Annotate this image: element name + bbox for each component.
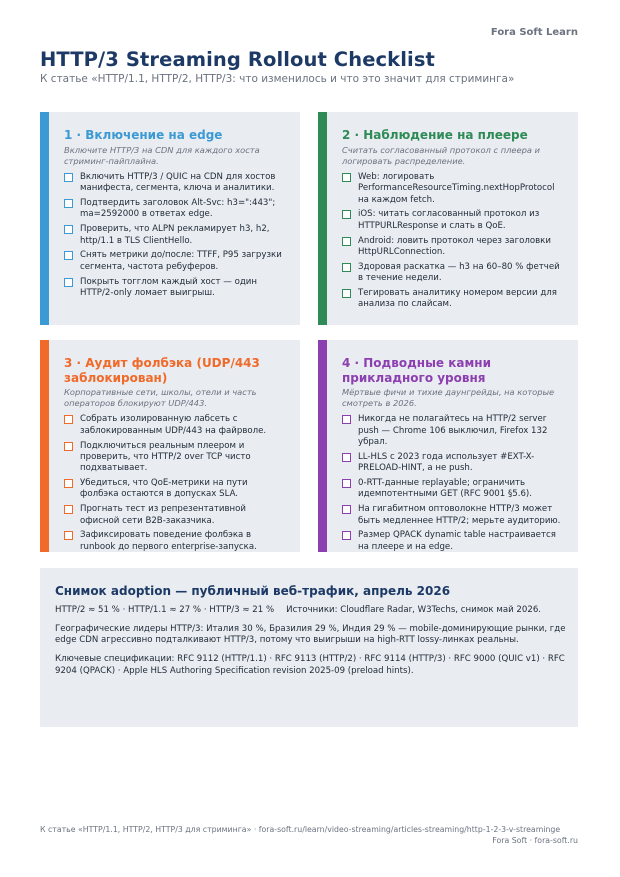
checkbox[interactable] — [342, 289, 351, 298]
checklist-item — [342, 172, 566, 206]
checklist-item — [342, 262, 566, 285]
card-accent-bar — [318, 340, 327, 552]
checklist-item — [342, 414, 566, 448]
card-title: 3 · Аудит фолбэка (UDP/443 заблокирован) — [64, 356, 260, 385]
checkbox[interactable] — [342, 505, 351, 514]
checklist-item — [64, 414, 288, 437]
adoption-snapshot — [40, 568, 578, 727]
checklist-item-text: Включить HTTP/3 / QUIC на CDN для хостов манифеста, сегмента, ключа и аналитики. — [80, 171, 276, 194]
page-title: HTTP/3 Streaming Rollout Checklist — [40, 48, 435, 71]
checkbox[interactable] — [342, 453, 351, 462]
checklist-item — [64, 504, 288, 527]
checklist — [342, 172, 566, 311]
snapshot-stats: HTTP/2 ≈ 51 % · HTTP/1.1 ≈ 27 % · HTTP/3 ≈ 21 % — [55, 605, 275, 615]
checklist-item — [342, 288, 566, 311]
checklist-item-text: Подтвердить заголовок Alt-Svc: h3=":443"; ma=2592000 в ответах edge. — [80, 198, 276, 220]
checklist-item-text: Зафиксировать поведение фолбэка в runbook до первого enterprise-запуска. — [80, 530, 257, 552]
checklist-item — [342, 452, 566, 475]
checklist-item-text: На гигабитном оптоволокне HTTP/3 может быть медленнее HTTP/2; мерьте аудиторию. — [358, 504, 561, 526]
checkbox[interactable] — [64, 415, 73, 424]
card-title: 4 · Подводные камни прикладного уровня — [342, 356, 491, 385]
checklist-item-text: Прогнать тест из репрезентативной офисной сети B2B-заказчика. — [80, 504, 246, 526]
card-title: 1 · Включение на edge — [64, 128, 223, 142]
checkbox[interactable] — [64, 479, 73, 488]
checkbox[interactable] — [64, 199, 73, 208]
card-player-observability — [318, 112, 578, 325]
checklist-item — [342, 209, 566, 232]
checkbox[interactable] — [64, 278, 73, 287]
checkbox[interactable] — [64, 505, 73, 514]
checklist-item — [64, 172, 288, 195]
checkbox[interactable] — [342, 263, 351, 272]
checklist-item-text: Убедиться, что QoE-метрики на пути фолбэка остаются в допусках SLA. — [80, 478, 248, 500]
checklist-item — [342, 504, 566, 527]
checklist-item — [64, 441, 288, 475]
card-description: Считать согласованный протокол с плеера и логировать распределение. — [342, 144, 541, 166]
checklist-item — [342, 236, 566, 259]
card-description: Включите HTTP/3 на CDN для каждого хоста стриминг-пайплайна. — [64, 144, 260, 166]
footer-article-link: К статье «HTTP/1.1, HTTP/2, HTTP/3 для стриминга» · fora-soft.ru/learn/video-streaming/articles-streaming/http-1-2-3-v-streaminge — [40, 825, 561, 834]
card-accent-bar — [40, 112, 49, 325]
checkbox[interactable] — [342, 531, 351, 540]
checklist-item-text: Здоровая раскатка — h3 на 60–80 % фетчей в течение недели. — [358, 261, 560, 284]
card-accent-bar — [40, 340, 49, 552]
snapshot-title: Снимок adoption — публичный веб-трафик, апрель 2026 — [55, 584, 451, 598]
checkbox[interactable] — [64, 531, 73, 540]
checklist-item-text: iOS: читать согласованный протокол из HTTPURLResponse и слать в QoE. — [358, 209, 540, 231]
card-accent-bar — [318, 112, 327, 325]
checklist-item — [342, 478, 566, 501]
checklist-item-text: Проверить, что ALPN рекламирует h3, h2, http/1.1 в TLS ClientHello. — [80, 224, 270, 246]
checklist — [64, 414, 288, 552]
checkbox[interactable] — [342, 210, 351, 219]
checklist-item-text: Web: логировать PerformanceResourceTiming.nextHopProtocol на каждом fetch. — [358, 171, 555, 205]
checklist-item-text: Никогда не полагайтесь на HTTP/2 server push — Chrome 106 выключил, Firefox 132 убрал. — [358, 414, 548, 447]
checkbox[interactable] — [342, 415, 351, 424]
checkbox[interactable] — [64, 225, 73, 234]
checklist-item-text: Покрыть тогглом каждый хост — один HTTP/2-only ломает выигрыш. — [80, 276, 257, 298]
checkbox[interactable] — [64, 442, 73, 451]
card-fallback-audit — [40, 340, 300, 552]
checkbox[interactable] — [64, 173, 73, 182]
footer-site-credit: Fora Soft · fora-soft.ru — [492, 836, 578, 845]
checklist — [342, 414, 566, 552]
checklist — [64, 172, 288, 299]
checkbox[interactable] — [342, 479, 351, 488]
card-title: 2 · Наблюдение на плеере — [342, 128, 528, 142]
checklist-item — [64, 478, 288, 501]
checkbox[interactable] — [342, 173, 351, 182]
card-edge-enable — [40, 112, 300, 325]
checklist-item-text: Тегировать аналитику номером версии для анализа по слайсам. — [358, 287, 557, 310]
checklist-item-text: LL-HLS с 2023 года использует #EXT-X-PRELOAD-HINT, а не push. — [358, 451, 535, 474]
snapshot-sources: Источники: Cloudflare Radar, W3Techs, снимок май 2026. — [286, 605, 542, 615]
checklist-item — [64, 224, 288, 247]
checkbox[interactable] — [342, 237, 351, 246]
checklist-item — [342, 530, 566, 552]
brand-label: Fora Soft Learn — [490, 27, 578, 38]
checklist-item-text: Подключиться реальным плеером и проверить, что HTTP/2 over TCP чисто подхватывает. — [80, 440, 251, 474]
snapshot-stats-line — [55, 605, 566, 617]
checklist-item — [64, 198, 288, 221]
checkbox[interactable] — [64, 251, 73, 260]
checklist-item-text: Снять метрики до/после: TTFF, P95 загрузки сегмента, частота ребуферов. — [80, 250, 282, 272]
page-subtitle: К статье «HTTP/1.1, HTTP/2, HTTP/3: что изменилось и что это значит для стриминга» — [40, 73, 515, 85]
card-description: Корпоративные сети, школы, отели и часть операторов блокируют UDP/443. — [64, 387, 257, 409]
snapshot-specs: Ключевые спецификации: RFC 9112 (HTTP/1.1) · RFC 9113 (HTTP/2) · RFC 9114 (HTTP/3) · RFC 9000 (QUIC v1) · RFC 9204 (QPACK) · Apple HLS Authoring Specification revision 2025-09 (preload hints). — [55, 654, 565, 676]
card-app-layer-pitfalls — [318, 340, 578, 552]
card-description: Мёртвые фичи и тихие даунгрейды, на которые смотреть в 2026. — [342, 387, 555, 409]
snapshot-geo: Географические лидеры HTTP/3: Италия 30 %, Бразилия 29 %, Индия 29 % — mobile-доминирующие рынки, где edge CDN агрессивно подталкивают HTTP/3, потому что выигрыши на high-RTT lossy-линках реальны. — [55, 623, 566, 646]
checklist-item-text: Собрать изолированную лабсеть с заблокированным UDP/443 на файрволе. — [80, 414, 267, 436]
checklist-item-text: Размер QPACK dynamic table настраивается на плеере и на edge. — [358, 530, 556, 552]
checklist-item — [64, 530, 288, 552]
checklist-item — [64, 277, 288, 300]
checklist-item-text: 0-RTT-данные replayable; ограничить идемпотентными GET (RFC 9001 §5.6). — [358, 478, 533, 500]
checklist-item-text: Android: ловить протокол через заголовки HttpURLConnection. — [358, 235, 551, 257]
checklist-item — [64, 250, 288, 273]
